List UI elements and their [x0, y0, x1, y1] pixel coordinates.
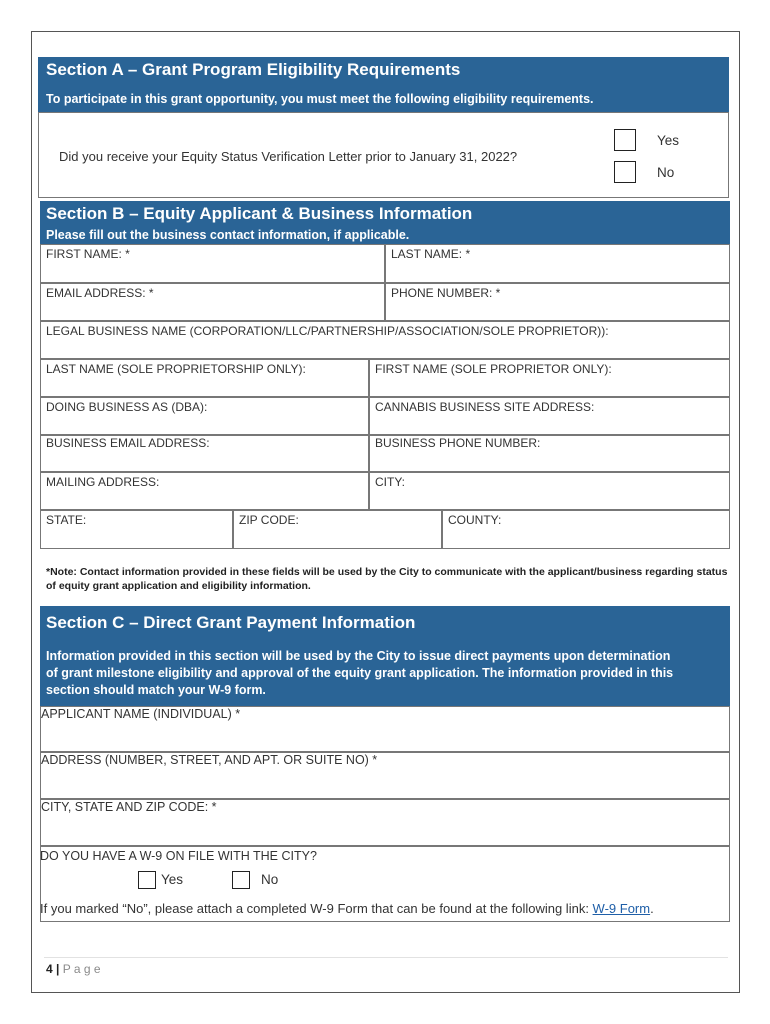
section-c-header	[40, 606, 730, 706]
business-email-field[interactable]: BUSINESS EMAIL ADDRESS:	[40, 435, 369, 472]
section-a-body	[38, 112, 729, 198]
site-address-field[interactable]: CANNABIS BUSINESS SITE ADDRESS:	[369, 397, 730, 435]
section-b-title: Section B – Equity Applicant & Business Information	[46, 204, 473, 223]
section-b-subtitle: Please fill out the business contact information, if applicable.	[46, 228, 410, 242]
city-state-zip-field[interactable]: CITY, STATE AND ZIP CODE: *	[40, 799, 730, 846]
w9-attach-text: If you marked “No”, please attach a completed W-9 Form that can be found at the following link:	[40, 901, 593, 916]
footer-separator: |	[56, 962, 60, 976]
county-field[interactable]: COUNTY:	[442, 510, 730, 549]
w9-yes-label: Yes	[161, 872, 184, 887]
mailing-address-field[interactable]: MAILING ADDRESS:	[40, 472, 369, 510]
city-field[interactable]: CITY:	[369, 472, 730, 510]
w9-no-checkbox[interactable]	[232, 871, 250, 889]
contact-note: *Note: Contact information provided in these fields will be used by the City to communicate with the applicant/business regarding status of equity grant application and eligibility information.	[46, 566, 728, 592]
section-c-description: Information provided in this section will be used by the City to issue direct payments upon determination of grant milestone eligibility and approval of the equity grant application. The information provided in this section should match your W-9 form.	[46, 649, 674, 697]
payment-address-field[interactable]: ADDRESS (NUMBER, STREET, AND APT. OR SUITE NO) *	[40, 752, 730, 799]
legal-business-name-field[interactable]: LEGAL BUSINESS NAME (CORPORATION/LLC/PARTNERSHIP/ASSOCIATION/SOLE PROPRIETOR)):	[40, 321, 730, 359]
w9-yes-checkbox[interactable]	[138, 871, 156, 889]
section-c-title: Section C – Direct Grant Payment Information	[46, 613, 416, 632]
email-field[interactable]: EMAIL ADDRESS: *	[40, 283, 385, 321]
first-name-sole-field[interactable]: FIRST NAME (SOLE PROPRIETOR ONLY):	[369, 359, 730, 397]
business-phone-field[interactable]: BUSINESS PHONE NUMBER:	[369, 435, 730, 472]
page-label: P a g e	[62, 962, 101, 976]
section-a-header	[38, 57, 729, 112]
footer-divider	[44, 957, 728, 958]
eligibility-no-label: No	[657, 165, 675, 180]
section-b-header	[40, 201, 730, 244]
w9-question: DO YOU HAVE A W-9 ON FILE WITH THE CITY?	[40, 849, 317, 863]
eligibility-no-checkbox[interactable]	[614, 161, 636, 183]
page-footer	[46, 962, 101, 976]
eligibility-question: Did you receive your Equity Status Verification Letter prior to January 31, 2022?	[59, 149, 518, 164]
eligibility-yes-label: Yes	[657, 133, 680, 148]
dba-field[interactable]: DOING BUSINESS AS (DBA):	[40, 397, 369, 435]
state-field[interactable]: STATE:	[40, 510, 233, 549]
w9-no-label: No	[261, 872, 279, 887]
phone-field[interactable]: PHONE NUMBER: *	[385, 283, 730, 321]
first-name-field[interactable]: FIRST NAME: *	[40, 244, 385, 283]
w9-period: .	[650, 901, 654, 916]
page-number: 4	[46, 962, 53, 976]
section-a-title: Section A – Grant Program Eligibility Requirements	[46, 60, 461, 79]
zip-field[interactable]: ZIP CODE:	[233, 510, 442, 549]
eligibility-yes-checkbox[interactable]	[614, 129, 636, 151]
applicant-name-field[interactable]: APPLICANT NAME (INDIVIDUAL) *	[40, 706, 730, 752]
last-name-field[interactable]: LAST NAME: *	[385, 244, 730, 283]
last-name-sole-field[interactable]: LAST NAME (SOLE PROPRIETORSHIP ONLY):	[40, 359, 369, 397]
w9-form-link[interactable]: W-9 Form	[592, 901, 651, 916]
w9-attach-instruction	[40, 901, 654, 916]
section-a-subtitle: To participate in this grant opportunity, you must meet the following eligibility requirements.	[46, 92, 594, 106]
